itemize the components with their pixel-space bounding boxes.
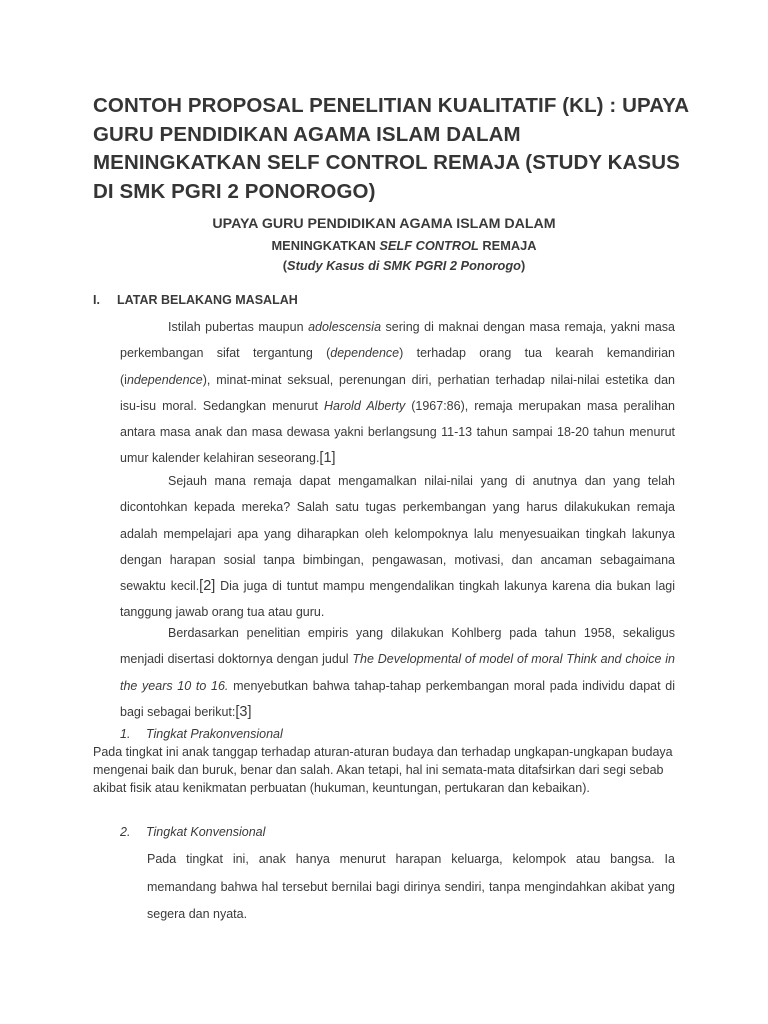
italic-run: dependence	[330, 346, 400, 361]
text-run: menyebutkan bahwa tahap-tahap perkembangan moral pada individu dapat di bagi sebagai berikut:	[120, 678, 676, 719]
document-title: CONTOH PROPOSAL PENELITIAN KUALITATIF (KL) : UPAYA GURU PENDIDIKAN AGAMA ISLAM DALAM MENINGKATKAN SELF CONTROL REMAJA (STUDY KASUS DI SMK PGRI 2 PONOROGO)	[93, 94, 689, 203]
subtitle-italic: Study Kasus di SMK PGRI 2 Ponorogo	[287, 258, 521, 273]
paragraph-1	[120, 314, 675, 472]
footnote-link[interactable]: [1]	[319, 450, 336, 467]
list-label: Tingkat Konvensional	[146, 825, 266, 839]
section-heading	[93, 293, 298, 307]
text-run: ) terhadap orang tua kearah kemandirian (i	[120, 346, 675, 387]
subtitle-text: REMAJA	[478, 238, 537, 253]
text-run: Berdasarkan penelitian empiris yang dilakukan Kohlberg pada tahun 1958, sekaligus menjadi disertasi doktornya dengan judul	[120, 626, 675, 667]
subtitle-paren: (	[282, 258, 288, 273]
list-item-heading	[120, 727, 283, 741]
paragraph-2	[120, 468, 675, 626]
list-label: Tingkat Prakonvensional	[146, 727, 283, 741]
footnote-link[interactable]: [2]	[199, 578, 216, 595]
italic-run: adolescensia	[308, 320, 382, 334]
text-run: Sejauh mana remaja dapat mengamalkan nilai-nilai yang di anutnya dan yang telah dicontohkan kepada mereka? Salah satu tugas perkembangan yang harus dilakukukan remaja adalah mempelajari apa yang diharapkan oleh kelompoknya lalu menyesuaikan tingkah lakunya dengan harapan sosial tanpa bimbingan, pengawasan, motivasi, dan ancaman sebagaimana sewaktu kecil.	[120, 474, 675, 594]
italic-run: ndependence	[126, 372, 203, 387]
section-title: LATAR BELAKANG MASALAH	[117, 293, 298, 307]
italic-run: Harold Alberty	[323, 398, 406, 413]
text-run: sering di maknai dengan masa remaja, yakni masa perkembangan sifat tergantung (	[120, 320, 676, 361]
subtitle-line-3	[20, 258, 768, 273]
subtitle-line-2	[20, 238, 768, 253]
paragraph-3	[120, 620, 675, 725]
italic-run: The Developmental of model of moral Think and choice in the years 10 to 16.	[120, 652, 675, 693]
list-item-heading	[120, 825, 265, 839]
text-run: ), minat-minat seksual, perenungan diri, perhatian terhadap nilai-nilai estetika dan isu-isu moral. Sedangkan menurut	[120, 372, 675, 413]
list-item-text: Pada tingkat ini, anak hanya menurut harapan keluarga, kelompok atau bangsa. Ia memandang bahwa hal tersebut bernilai bagi dirinya sendiri, tanpa mengindahkan akibat yang segera dan nyata.	[147, 852, 675, 921]
text-run: Istilah pubertas maupun	[168, 320, 309, 334]
subtitle-italic: SELF CONTROL	[379, 238, 479, 253]
list-number: 2.	[120, 825, 131, 839]
list-number: 1.	[120, 727, 131, 741]
text-run: (1967:86), remaja merupakan masa peralihan antara masa anak dan masa dewasa yakni berlangsung 11-13 tahun sampai 18-20 tahun menurut umur kalender kelahiran seseorang.	[120, 398, 675, 466]
section-number: I.	[93, 293, 100, 307]
footnote-link[interactable]: [3]	[235, 703, 252, 720]
subtitle-text: MENINGKATKAN	[271, 238, 380, 253]
list-item-text: Pada tingkat ini anak tanggap terhadap aturan-aturan budaya dan terhadap ungkapan-ungkapan budaya mengenai baik dan buruk, benar dan salah. Akan tetapi, hal ini semata-mata ditafsirkan dari segi sebab akibat fisik atau kenikmatan perbuatan (hukuman, keuntungan, pertukaran dan kebaikan).	[93, 745, 673, 795]
subtitle-paren: )	[520, 258, 526, 273]
subtitle-line-1: UPAYA GURU PENDIDIKAN AGAMA ISLAM DALAM	[212, 216, 556, 232]
text-run: Dia juga di tuntut mampu mengendalikan tingkah lakunya karena dia bukan lagi tanggung jawab orang tua atau guru.	[120, 579, 675, 620]
